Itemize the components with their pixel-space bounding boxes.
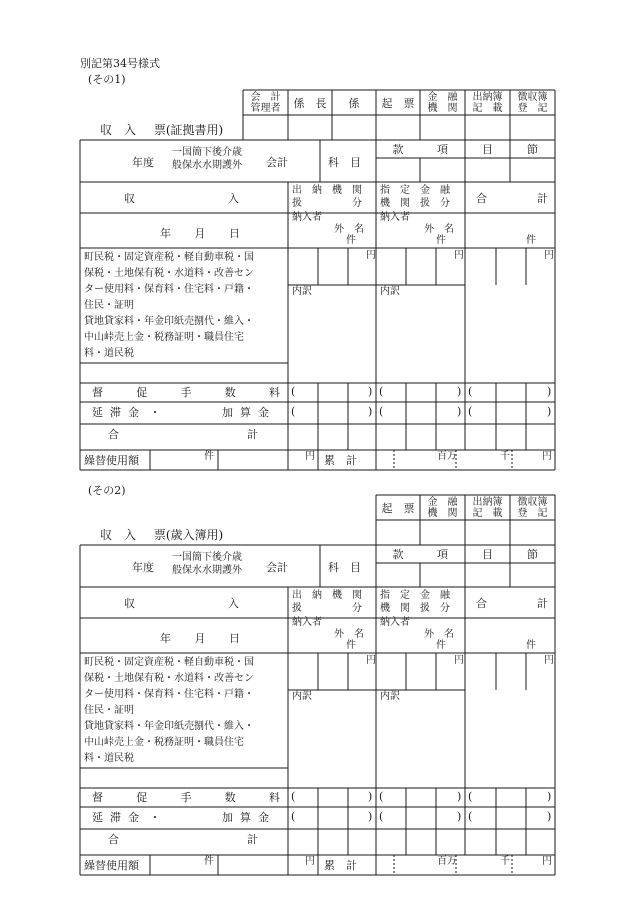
- ruikei-yen: 円: [542, 451, 552, 462]
- kurikae-label: 繰替使用額: [84, 454, 139, 467]
- moku-label: 目: [482, 143, 493, 156]
- kou-label: 項: [437, 548, 448, 561]
- nounyusha-1: 納入者: [292, 212, 322, 223]
- kaikei-label: 会計: [266, 561, 288, 574]
- nounyusha-2: 納入者: [380, 212, 410, 223]
- slip-title-main: 収 入: [100, 528, 137, 542]
- uchiwake-2: 内訳: [380, 691, 400, 702]
- slip-title-main: 収 入: [100, 123, 137, 137]
- hyakuman-label: 百万: [437, 451, 457, 462]
- suitou-kikan-label: 出 納 機 関 扱 分: [292, 185, 362, 209]
- yen-mark: 円: [454, 250, 464, 261]
- tax-items: 町民税・固定資産税・軽自動車税・国 保税・土地保有税・水道料・改善セン ター使用料・保育料・住宅料・戸籍・ 住民・証明 貸地貸家料・年金印紙売捌代・維入・ 中山峠売上金・税務証明・職員住宅 料・道民税: [84, 657, 254, 764]
- entai-label: 延 滞 金 ・: [92, 811, 161, 824]
- part-label: (その1): [88, 73, 126, 86]
- nendo-label: 年度: [132, 156, 154, 169]
- shitei-kinyu-label: 指 定 金 融 機 関 扱 分: [380, 185, 450, 209]
- nendo-label: 年度: [132, 561, 154, 574]
- suitou-kikan-label: 出 納 機 関 扱 分: [292, 590, 362, 614]
- setsu-label: 節: [527, 143, 538, 156]
- slip-title-sub: 票(証拠書用): [153, 123, 224, 137]
- gaimei-1: 外 名: [334, 224, 364, 235]
- shitei-kinyu-label: 指 定 金 融 機 関 扱 分: [380, 590, 450, 614]
- uchiwake-2: 内訳: [380, 286, 400, 297]
- form-part-2: (その2) 収 入 票(歳入簿用) 起 票 金 融 機 関 出納簿 記 載 徴収簿 登 記 年度 一国簡下後介歳 般保水水期護外 会計 科 目 款 項 目 節 収 入 出 納 機 関 扱 分 指 定 金 融 機 関 扱 分 合 計 年 月 日 納入者 外 名 件 納入者 外 名 件 件 円 円 円 内訳 内訳 町民税・固定資産税・軽自動車税・国 保税・土地保有税・水道料・改善セン ター使用料・保育料・住宅料・戸籍・ 住民・証明 貸地貸家料・年金印紙売捌代・維入・ 中山峠売上金・税務証明・職員住宅 料・道民税 督 促 手 数 料 延 滞 金 ・ 加 算 金 合 計 ( ) ( ) ( ) ( ) ( ) ( ) 繰替使用額 件 円 累 計 百万 千 円: [0, 405, 630, 885]
- goukei-label: 合 計: [108, 428, 258, 441]
- form-part-1: (その1) 収 入 票(証拠書用) 会 計 管理者 係 長 係 起 票 金 融 機 関 出納簿 記 載 徴収簿 登 記 年度 一国簡下後介歳 般保水水期護外 会計 科 目 款 項 目 節 収 入 出 納 機 関 扱 分 指 定 金 融 機 関 扱 分 合 計 年 月 日 納入者 外 名 件 納入者 外 名 件 件 円 円 円 内訳 内訳 町民税・固定資産税・軽自動車税・国 保税・土地保有税・水道料・改善セン ター使用料・保育料・住宅料・戸籍・ 住民・証明 貸地貸家料・年金印紙売捌代・維入・ 中山峠売上金・税務証明・職員住宅 料・道民税 督 促 手 数 料 延 滞 金 ・ 加 算 金 合 計 ( ) ( ) ( ) ( ) ( ) ( ) 繰替使用額 件 円 累 計 百万 千 円: [0, 0, 630, 480]
- form-id: 別記第34号様式: [80, 57, 160, 70]
- ken-1: 件: [346, 235, 356, 246]
- ken-1: 件: [346, 640, 356, 651]
- gaimei-2: 外 名: [424, 629, 454, 640]
- moku-label: 目: [482, 548, 493, 561]
- kurikae-yen: 円: [305, 451, 315, 462]
- ken-3: 件: [526, 235, 536, 246]
- uchiwake-1: 内訳: [292, 286, 312, 297]
- nounyusha-2: 納入者: [380, 617, 410, 628]
- kasan-label: 加 算 金: [222, 406, 269, 419]
- sen-label: 千: [500, 451, 510, 462]
- part-label: (その2): [88, 484, 126, 497]
- approval-suitobo: 出納簿 記 載: [472, 497, 503, 519]
- approval-kakari: 係: [348, 97, 360, 110]
- ruikei-label: 累 計: [324, 859, 357, 872]
- goukei-label: 合 計: [108, 833, 258, 846]
- kurikae-ken: 件: [204, 451, 214, 462]
- approval-kaikei: 会 計 管理者: [250, 92, 281, 114]
- kou-label: 項: [437, 143, 448, 156]
- gaimei-1: 外 名: [334, 629, 364, 640]
- kasan-label: 加 算 金: [222, 811, 269, 824]
- approval-kihyo: 起 票: [381, 502, 415, 515]
- ken-2: 件: [436, 235, 446, 246]
- yen-mark: 円: [544, 250, 554, 261]
- goukei-head: 合 計: [476, 597, 548, 610]
- tokusoku-label: 督 促 手 数 料: [92, 386, 280, 399]
- approval-choshubo: 徴収簿 登 記: [517, 92, 548, 114]
- approval-choshubo: 徴収簿 登 記: [517, 497, 548, 519]
- slip-title-sub: 票(歳入簿用): [153, 528, 224, 542]
- goukei-head: 合 計: [476, 192, 548, 205]
- approval-kakaricho: 係 長: [293, 97, 327, 110]
- hyakuman-label: 百万: [437, 856, 457, 867]
- ruikei-yen: 円: [542, 856, 552, 867]
- kurikae-label: 繰替使用額: [84, 859, 139, 872]
- approval-kihyo: 起 票: [381, 97, 415, 110]
- kaikei-label: 会計: [266, 156, 288, 169]
- sen-label: 千: [500, 856, 510, 867]
- uchiwake-1: 内訳: [292, 691, 312, 702]
- kan-label: 款: [392, 548, 404, 561]
- kan-label: 款: [392, 143, 404, 156]
- approval-suitobo: 出納簿 記 載: [472, 92, 503, 114]
- kurikae-yen: 円: [305, 856, 315, 867]
- approval-kinyu: 金 融 機 関: [427, 497, 458, 519]
- gaimei-2: 外 名: [424, 224, 454, 235]
- kurikae-ken: 件: [204, 856, 214, 867]
- account-names: 一国簡下後介歳 般保水水期護外: [172, 147, 242, 171]
- yen-mark: 円: [366, 655, 376, 666]
- kamoku-label: 科 目: [328, 561, 361, 574]
- yen-mark: 円: [454, 655, 464, 666]
- shuunyu-label: 収 入: [124, 192, 239, 205]
- date-label: 年 月 日: [160, 227, 240, 240]
- entai-label: 延 滞 金 ・: [92, 406, 161, 419]
- date-label: 年 月 日: [160, 632, 240, 645]
- ken-3: 件: [526, 640, 536, 651]
- shuunyu-label: 収 入: [124, 597, 239, 610]
- setsu-label: 節: [527, 548, 538, 561]
- tokusoku-label: 督 促 手 数 料: [92, 791, 280, 804]
- yen-mark: 円: [366, 250, 376, 261]
- nounyusha-1: 納入者: [292, 617, 322, 628]
- account-names: 一国簡下後介歳 般保水水期護外: [172, 552, 242, 576]
- kamoku-label: 科 目: [328, 156, 361, 169]
- tax-items: 町民税・固定資産税・軽自動車税・国 保税・土地保有税・水道料・改善セン ター使用料・保育料・住宅料・戸籍・ 住民・証明 貸地貸家料・年金印紙売捌代・維入・ 中山峠売上金・税務証明・職員住宅 料・道民税: [84, 252, 254, 359]
- yen-mark: 円: [544, 655, 554, 666]
- approval-kinyu: 金 融 機 関: [427, 92, 458, 114]
- ruikei-label: 累 計: [324, 454, 357, 467]
- ken-2: 件: [436, 640, 446, 651]
